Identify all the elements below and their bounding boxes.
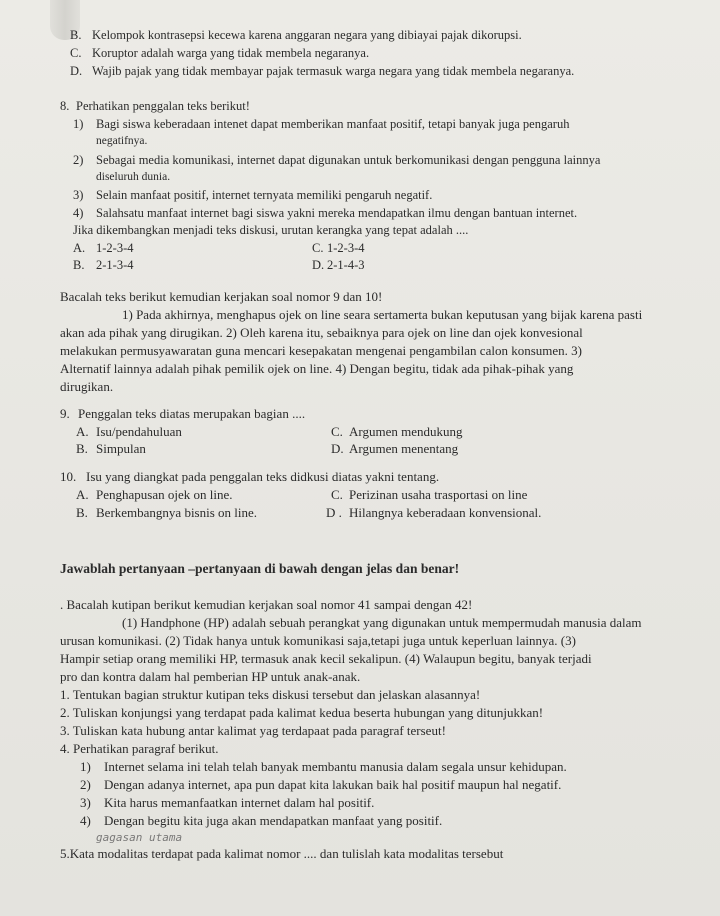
essay-question-2: 2. Tuliskan konjungsi yang terdapat pada kalimat kedua beserta hubungan yang ditunjukkan! (60, 705, 544, 720)
item-number: 3) (73, 188, 84, 202)
option-letter: C. (70, 46, 82, 60)
option-c-text: Argumen mendukung (349, 424, 463, 439)
option-letter: D . (326, 505, 342, 520)
option-letter: B. (76, 441, 88, 456)
question-number: 9. (60, 406, 70, 421)
essay-question-5: 5.Kata modalitas terdapat pada kalimat nomor .... dan tulislah kata modalitas tersebut (60, 846, 504, 861)
essay-question-1: 1. Tentukan bagian struktur kutipan teks diskusi tersebut dan jelaskan alasannya! (60, 687, 481, 702)
option-letter: B. (70, 28, 82, 42)
item-number: 4) (80, 813, 91, 828)
item-text: Salahsatu manfaat internet bagi siswa yakni mereka mendapatkan ilmu dengan bantuan internet. (96, 206, 578, 220)
question-stem: Penggalan teks diatas merupakan bagian .... (78, 406, 306, 421)
option-letter: A. (76, 424, 89, 439)
passage-line: pro dan kontra dalam hal pemberian HP untuk anak-anak. (60, 669, 361, 684)
item-number: 2) (80, 777, 91, 792)
option-text: Koruptor adalah warga yang tidak membela negaranya. (92, 46, 370, 60)
option-letter: C. (312, 241, 324, 255)
option-d-text: Argumen menentang (349, 441, 459, 456)
question-prompt: Jika dikembangkan menjadi teks diskusi, urutan kerangka yang tepat adalah .... (73, 223, 469, 237)
item-number: 3) (80, 795, 91, 810)
item-text: Sebagai media komunikasi, internet dapat digunakan untuk berkomunikasi dengan pengguna lainnya (96, 153, 601, 167)
item-number: 2) (73, 153, 84, 167)
passage-line: akan ada pihak yang dirugikan. 2) Oleh karena itu, sebaiknya para ojek on line dan ojek konvesional (60, 325, 583, 340)
option-b-text: 2-1-3-4 (96, 258, 134, 272)
option-text: Wajib pajak yang tidak membayar pajak termasuk warga negara yang tidak membela negaranya. (92, 64, 575, 78)
item-text: diseluruh dunia. (96, 171, 171, 183)
question-number: 10. (60, 469, 77, 484)
option-b-text: Simpulan (96, 441, 146, 456)
option-letter: C. (331, 487, 343, 502)
item-text: Internet selama ini telah telah banyak membantu manusia dalam segala unsur kehidupan. (104, 759, 567, 774)
passage-line: urusan komunikasi. (2) Tidak hanya untuk komunikasi saja,tetapi juga untuk keperluan lainnya. (3) (60, 633, 576, 648)
option-a-text: Isu/pendahuluan (96, 424, 182, 439)
item-text: Selain manfaat positif, internet ternyata memiliki pengaruh negatif. (96, 188, 433, 202)
option-letter: D. (312, 258, 325, 272)
passage-line: melakukan permusyawaratan guna mencari kesepakatan mengenai pengambilan calon konsumen. 3) (60, 343, 582, 358)
option-a-text: 1-2-3-4 (96, 241, 134, 255)
item-text: Bagi siswa keberadaan intenet dapat memberikan manfaat positif, tetapi banyak juga pengaruh (96, 117, 570, 131)
passage-line: dirugikan. (60, 379, 114, 394)
option-b-text: Berkembangnya bisnis on line. (96, 505, 258, 520)
item-text: Dengan adanya internet, apa pun dapat kita lakukan baik hal positif maupun hal negatif. (104, 777, 562, 792)
passage-line: 1) Pada akhirnya, menghapus ojek on line seara sertamerta bukan keputusan yang bijak karena pasti (122, 307, 643, 322)
option-a-text: Penghapusan ojek on line. (96, 487, 233, 502)
option-c-text: Perizinan usaha trasportasi on line (349, 487, 528, 502)
essay-question-3: 3. Tuliskan kata hubung antar kalimat yag terdapaat pada paragraf terseut! (60, 723, 446, 738)
reading-instruction: Bacalah teks berikut kemudian kerjakan soal nomor 9 dan 10! (60, 289, 383, 304)
item-number: 1) (73, 117, 84, 131)
handwritten-note: gagasan utama (96, 831, 183, 844)
option-text: Kelompok kontrasepsi kecewa karena anggaran negara yang dibiayai pajak dikorupsi. (92, 28, 522, 42)
option-letter: D. (70, 64, 83, 78)
passage-line: Alternatif lainnya adalah pihak pemilik ojek on line. 4) Dengan begitu, tidak ada pihak-pihak yang (60, 361, 574, 376)
passage-line: Hampir setiap orang memiliki HP, termasuk anak kecil sekalipun. (4) Walaupun begitu, banyak terjadi (60, 651, 592, 666)
item-text: Kita harus memanfaatkan internet dalam hal positif. (104, 795, 375, 810)
option-letter: C. (331, 424, 343, 439)
question-stem: Perhatikan penggalan teks berikut! (76, 99, 250, 113)
option-letter: B. (76, 505, 88, 520)
item-number: 4) (73, 206, 84, 220)
option-c-text: 1-2-3-4 (327, 241, 365, 255)
essay-instruction: . Bacalah kutipan berikut kemudian kerjakan soal nomor 41 sampai dengan 42! (60, 597, 473, 612)
option-d-text: Hilangnya keberadaan konvensional. (349, 505, 542, 520)
option-letter: A. (76, 487, 89, 502)
section-heading: Jawablah pertanyaan –pertanyaan di bawah dengan jelas dan benar! (60, 561, 460, 576)
item-text: Dengan begitu kita juga akan mendapatkan manfaat yang positif. (104, 813, 443, 828)
option-letter: A. (73, 241, 86, 255)
option-d-text: 2-1-4-3 (327, 258, 365, 272)
item-text: negatifnya. (96, 135, 148, 147)
item-number: 1) (80, 759, 91, 774)
option-letter: D. (331, 441, 344, 456)
question-stem: Isu yang diangkat pada penggalan teks didkusi diatas yakni tentang. (86, 469, 440, 484)
question-number: 8. (60, 99, 70, 113)
passage-line: (1) Handphone (HP) adalah sebuah perangkat yang digunakan untuk mempermudah manusia dalam (122, 615, 642, 630)
option-letter: B. (73, 258, 85, 272)
essay-question-4: 4. Perhatikan paragraf berikut. (60, 741, 219, 756)
